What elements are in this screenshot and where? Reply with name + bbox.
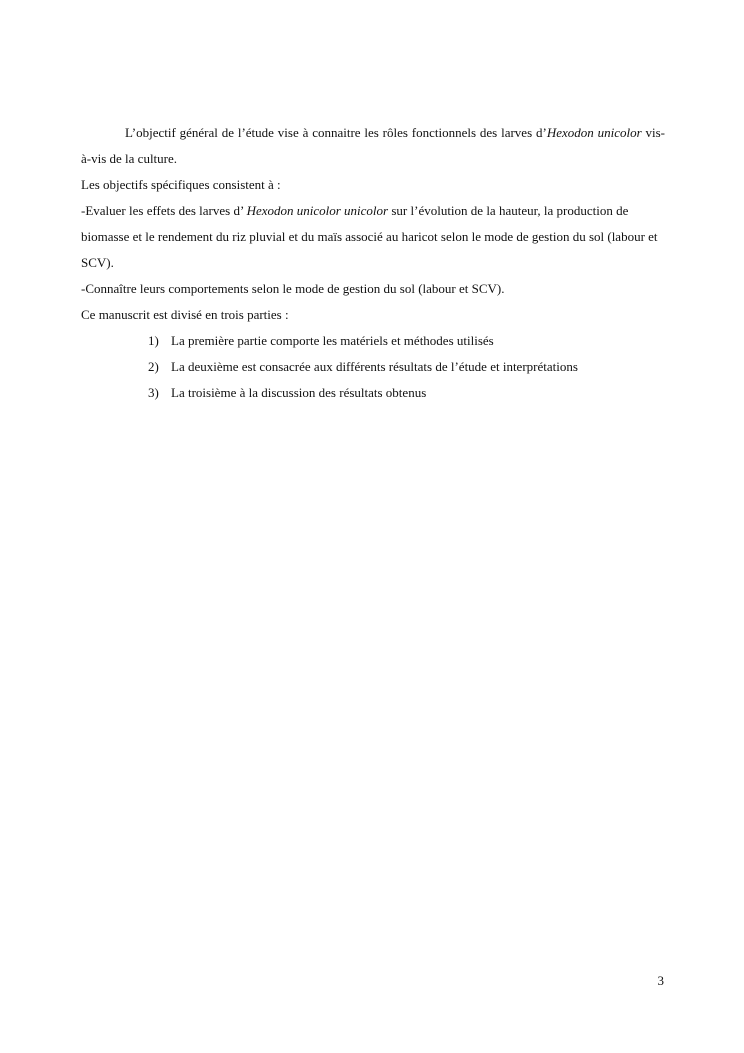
list-item-text: La deuxième est consacrée aux différents résultats de l’étude et interprétations [171, 359, 578, 374]
intro-text-end: vis-à-vis de la culture. [81, 125, 665, 166]
species-name-italic: Hexodon unicolor [546, 125, 642, 140]
list-item [81, 380, 665, 406]
specific-objectives-heading: Les objectifs spécifiques consistent à : [81, 177, 281, 192]
list-item-text: La troisième à la discussion des résultats obtenus [171, 385, 427, 400]
list-item [81, 354, 665, 380]
objective-1-species-italic: Hexodon unicolor unicolor [246, 203, 389, 218]
objective-1 [81, 198, 665, 276]
list-item [81, 328, 665, 354]
parts-list [81, 328, 665, 406]
list-item-number: 2) [148, 359, 159, 374]
list-item-number: 3) [148, 385, 159, 400]
list-item-number: 1) [148, 333, 159, 348]
structure-heading: Ce manuscrit est divisé en trois parties : [81, 307, 289, 322]
objective-1-text-end: sur l’évolution de la hauteur, la production de biomasse et le rendement du riz pluvial et du maïs associé au haricot selon le mode de gestion du sol (labour et SCV). [81, 203, 658, 270]
page-number: 3 [657, 973, 664, 988]
objective-1-text-start: -Evaluer les effets des larves d’ [81, 203, 247, 218]
objective-2: -Connaître leurs comportements selon le mode de gestion du sol (labour et SCV). [81, 281, 505, 296]
intro-paragraph [81, 120, 665, 172]
intro-text-start: L’objectif général de l’étude vise à connaitre les rôles fonctionnels des larves d’ [125, 125, 547, 140]
page-body [81, 120, 665, 406]
list-item-text: La première partie comporte les matériels et méthodes utilisés [171, 333, 494, 348]
